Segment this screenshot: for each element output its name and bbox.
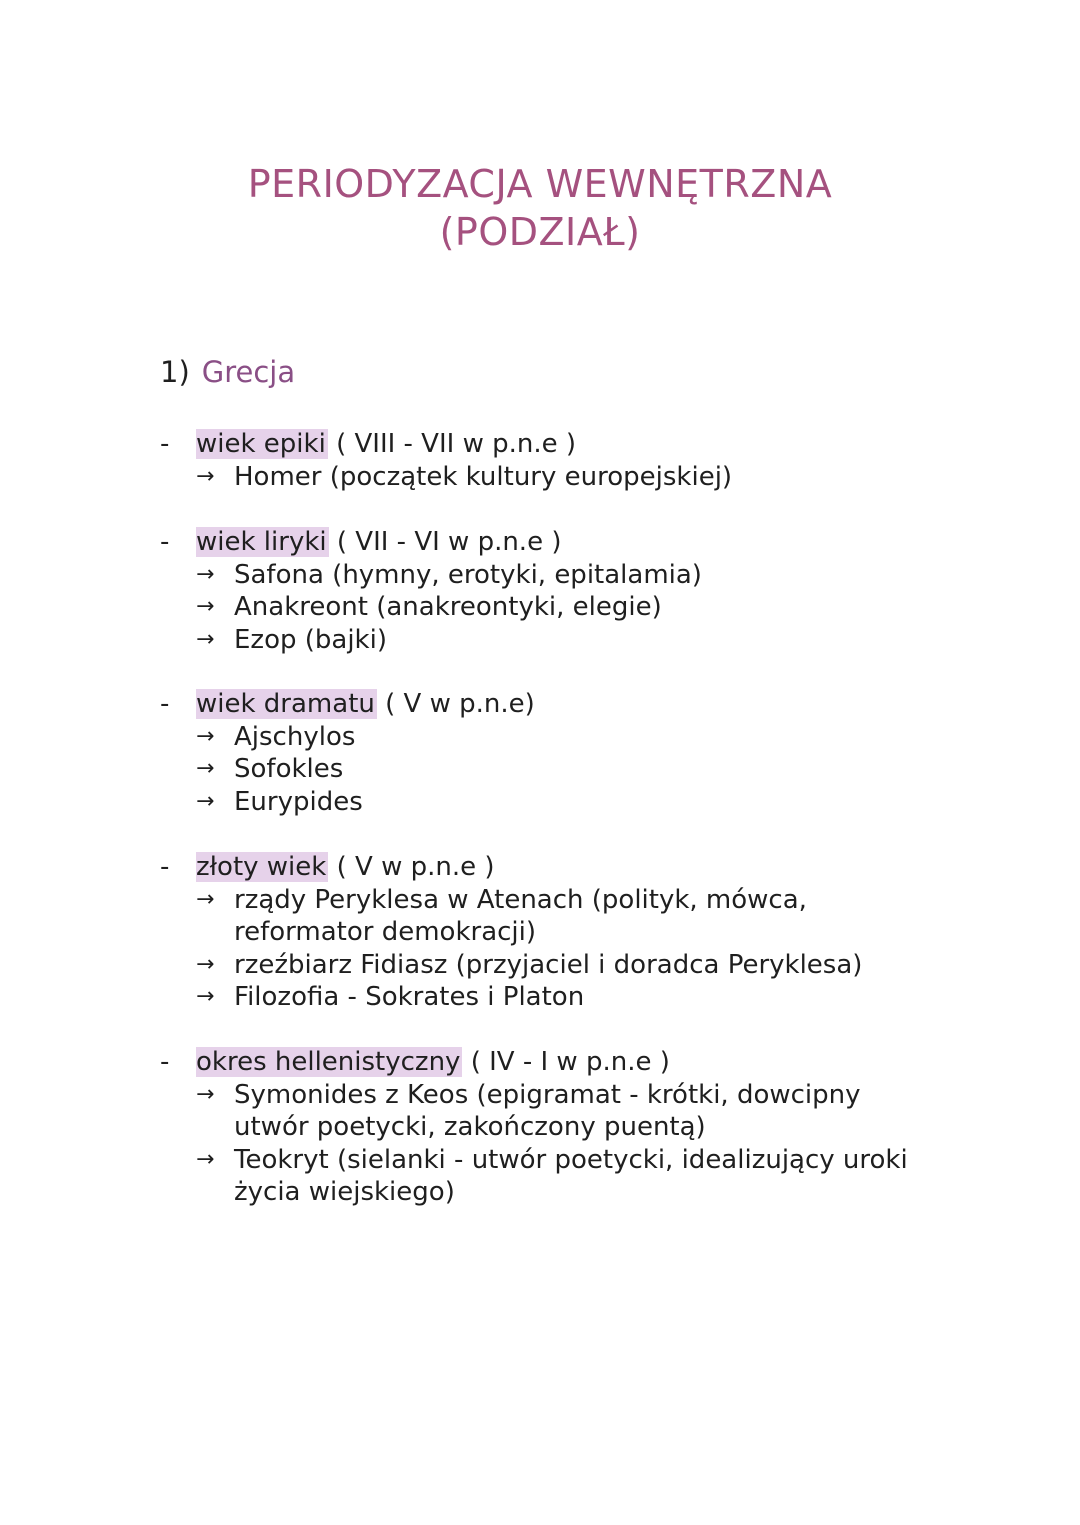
arrow-icon: → [196, 463, 215, 489]
period-heading [196, 428, 940, 461]
arrow-icon: → [196, 723, 215, 749]
list-item [196, 461, 940, 494]
page-title-line-2: (PODZIAŁ) [439, 210, 641, 254]
period-dates: ( IV - I w p.n.e ) [462, 1047, 670, 1077]
section-heading [160, 352, 295, 392]
list-item-text: Ajschylos [234, 721, 356, 752]
period-dates: ( V w p.n.e) [376, 689, 535, 719]
list-item [196, 591, 940, 624]
period-heading [196, 1046, 940, 1079]
bullet-dash: - [160, 852, 170, 882]
period-block [160, 428, 940, 493]
arrow-icon: → [196, 756, 215, 781]
period-dates: ( VII - VI w p.n.e ) [328, 527, 562, 557]
page-title-line-1: PERIODYZACJA WEWNĘTRZNA [247, 162, 833, 206]
list-item [196, 1079, 940, 1144]
list-item-text: Teokryt (sielanki - utwór poetycki, idealizujący uroki życia wiejskiego) [234, 1144, 908, 1207]
page-title [0, 160, 1080, 256]
arrow-icon: → [196, 626, 215, 652]
list-item-text: rządy Peryklesa w Atenach (polityk, mówca, reformator demokracji) [234, 884, 807, 947]
arrow-icon: → [196, 1146, 215, 1172]
bullet-dash: - [160, 429, 170, 459]
list-item-text: Anakreont (anakreontyki, elegie) [234, 592, 662, 622]
period-block [160, 851, 940, 1014]
list-item [196, 949, 940, 982]
arrow-icon: → [196, 561, 215, 587]
bullet-dash: - [160, 527, 170, 557]
list-item [196, 1144, 940, 1209]
period-block [160, 526, 940, 656]
arrow-icon: → [196, 594, 215, 619]
bullet-dash: - [160, 1047, 170, 1077]
period-label: złoty wiek [196, 852, 327, 882]
list-item [196, 884, 940, 949]
list-item-text: Eurypides [234, 786, 363, 817]
list-item [196, 559, 940, 592]
period-label: wiek epiki [196, 429, 326, 459]
list-item [196, 786, 940, 819]
period-heading [196, 526, 940, 559]
arrow-icon: → [196, 1081, 215, 1107]
list-item-text: Homer (początek kultury europejskiej) [234, 461, 733, 492]
section-name: Grecja [201, 355, 296, 389]
arrow-icon: → [196, 951, 215, 977]
period-block [160, 688, 940, 818]
list-item-text: Filozofia - Sokrates i Platon [234, 982, 585, 1012]
list-item [196, 721, 940, 754]
arrow-icon: → [196, 886, 215, 912]
period-heading [196, 688, 940, 721]
bullet-dash: - [160, 689, 170, 719]
list-item-text: Ezop (bajki) [234, 624, 387, 655]
arrow-icon: → [196, 788, 215, 814]
section-number: 1) [160, 355, 190, 389]
list-item-text: Safona (hymny, erotyki, epitalamia) [234, 559, 702, 590]
period-heading [196, 851, 940, 884]
list-item-text: Symonides z Keos (epigramat - krótki, dowcipny utwór poetycki, zakończony puentą) [234, 1079, 861, 1142]
list-item [196, 981, 940, 1014]
list-item-text: rzeźbiarz Fidiasz (przyjaciel i doradca Peryklesa) [234, 949, 863, 980]
period-dates: ( V w p.n.e ) [328, 852, 495, 882]
period-label: okres hellenistyczny [196, 1047, 461, 1077]
list-item [196, 753, 940, 786]
list-item [196, 624, 940, 657]
period-label: wiek liryki [196, 527, 327, 557]
period-dates: ( VIII - VII w p.n.e ) [327, 429, 577, 459]
period-block [160, 1046, 940, 1209]
period-label: wiek dramatu [196, 689, 375, 719]
arrow-icon: → [196, 984, 215, 1009]
list-item-text: Sofokles [234, 754, 344, 784]
